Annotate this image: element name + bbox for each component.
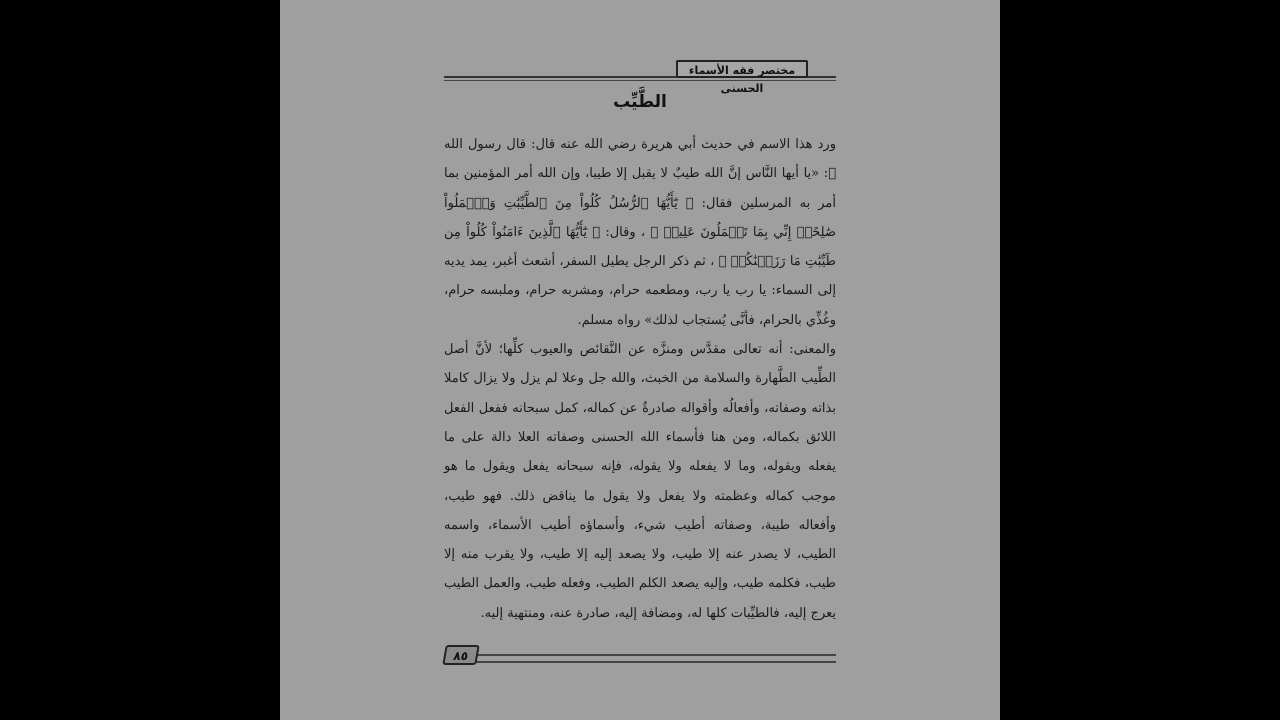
book-page: [280, 0, 1000, 720]
paragraph-meaning: والمعنى: أنه تعالى مقدَّس ومنزَّه عن النَّقائص والعيوب كلِّها؛ لأنَّ أصل الطِّيب الطَّهارة والسلامة من الخبث، والله جل وعلا لم يزل ولا يزال كاملا بذاته وصفاته، وأفعالُه وأقواله صادرةٌ عن كماله، كمل سبحانه ففعل الفعل اللائق بكماله، ومن هنا فأسماء الله الحسنى وصفاته العلا دالة على ما يفعله ويقوله، وما لا يفعله ولا يقوله، فإنه سبحانه يفعل ويقول ما هو موجب كماله وعظمته ولا يفعل ولا يقول ما يناقض ذلك. فهو طيب، وأفعاله طيبة، وصفاته أطيب شيء، وأسماؤه أطيب الأسماء، واسمه الطيب، لا يصدر عنه إلا طيب، ولا يصعد إليه إلا طيب، ولا يقرب منه إلا طيب، فكلمه طيب، وإليه يصعد الكلم الطيب، وفعله طيب، والعمل الطيب يعرج إليه، فالطيِّبات كلها له، ومضافة إليه، صادرة عنه، ومنتهية إليه.: [444, 342, 836, 621]
page-header: [444, 58, 836, 95]
page-number: ٨٥: [442, 645, 480, 665]
footer-rule: [464, 654, 836, 663]
paragraph-hadith: ورد هذا الاسم في حديث أبي هريرة رضي الله عنه قال: قال رسول الله ﷺ: «يا أيها النَّاس إنَّ الله طيبٌ لا يقبل إلا طيبا، وإن الله أمر المؤمنين بما أمر به المرسلين فقال: ﴿ يَٰٓأَيُّهَا ٱلرُّسُلُ كُلُواْ مِنَ ٱلطَّيِّبَٰتِ وَٱعۡمَلُواْ صَٰلِحًاۖ إِنِّي بِمَا تَعۡمَلُونَ عَلِيمٞ ﴾ ، وقال: ﴿ يَٰٓأَيُّهَا ٱلَّذِينَ ءَامَنُواْ كُلُواْ مِن طَيِّبَٰتِ مَا رَزَقۡنَٰكُمۡ ﴾ ، ثم ذكر الرجل يطيل السفر، أشعث أغبر، يمد يديه إلى السماء: يا رب يا رب، ومطعمه حرام، ومشربه حرام، وملبسه حرام، وغُذِّي بالحرام، فأنَّى يُستجاب لذلك» رواه مسلم.: [444, 137, 836, 328]
section-title: الطَّيِّب: [613, 92, 667, 112]
header-rule-thin: [444, 80, 836, 81]
body-text: [444, 130, 836, 628]
page-footer: [444, 645, 836, 669]
book-title-tab: مختصر فقه الأسماء الحسنى: [676, 60, 808, 78]
